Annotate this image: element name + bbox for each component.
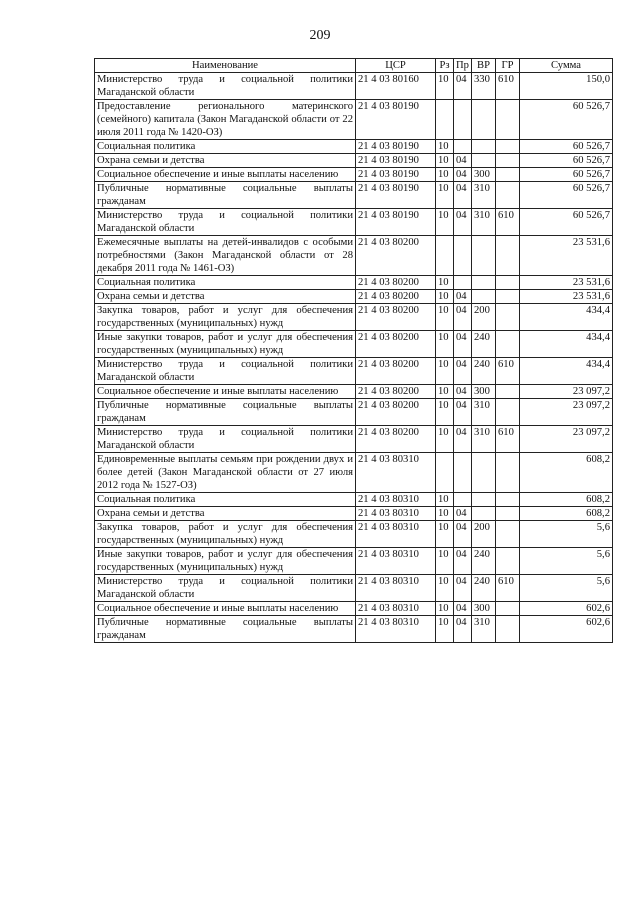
- cell-sum: 608,2: [520, 453, 613, 493]
- cell-sum: 60 526,7: [520, 154, 613, 168]
- header-sum: Сумма: [520, 59, 613, 73]
- cell-pr: 04: [454, 168, 472, 182]
- cell-pr: 04: [454, 358, 472, 385]
- table-row: [95, 154, 613, 168]
- cell-rz: 10: [436, 331, 454, 358]
- cell-pr: 04: [454, 602, 472, 616]
- cell-rz: 10: [436, 602, 454, 616]
- cell-csr: 21 4 03 80190: [356, 209, 436, 236]
- cell-gr: [496, 385, 520, 399]
- cell-csr: 21 4 03 80200: [356, 399, 436, 426]
- cell-pr: 04: [454, 616, 472, 643]
- table-row: [95, 385, 613, 399]
- cell-rz: 10: [436, 140, 454, 154]
- cell-gr: 610: [496, 575, 520, 602]
- cell-pr: 04: [454, 385, 472, 399]
- cell-csr: 21 4 03 80160: [356, 73, 436, 100]
- table-row: [95, 399, 613, 426]
- cell-vr: 240: [472, 358, 496, 385]
- cell-sum: 60 526,7: [520, 209, 613, 236]
- cell-rz: 10: [436, 493, 454, 507]
- cell-vr: [472, 290, 496, 304]
- cell-pr: 04: [454, 521, 472, 548]
- cell-name: Социальное обеспечение и иные выплаты населению: [95, 168, 356, 182]
- cell-name: Социальная политика: [95, 493, 356, 507]
- table-row: [95, 453, 613, 493]
- cell-sum: 23 097,2: [520, 399, 613, 426]
- cell-pr: [454, 453, 472, 493]
- cell-csr: 21 4 03 80310: [356, 453, 436, 493]
- header-gr: ГР: [496, 59, 520, 73]
- cell-name: Социальная политика: [95, 140, 356, 154]
- cell-pr: 04: [454, 548, 472, 575]
- header-name: Наименование: [95, 59, 356, 73]
- table-header-row: [95, 59, 613, 73]
- cell-gr: [496, 616, 520, 643]
- cell-gr: 610: [496, 209, 520, 236]
- table-row: [95, 168, 613, 182]
- cell-sum: 602,6: [520, 602, 613, 616]
- cell-vr: [472, 453, 496, 493]
- cell-vr: 330: [472, 73, 496, 100]
- table-row: [95, 276, 613, 290]
- cell-name: Публичные нормативные социальные выплаты гражданам: [95, 182, 356, 209]
- table-body: [95, 73, 613, 643]
- cell-sum: 608,2: [520, 493, 613, 507]
- table-row: [95, 140, 613, 154]
- cell-gr: [496, 182, 520, 209]
- cell-name: Закупка товаров, работ и услуг для обеспечения государственных (муниципальных) нужд: [95, 521, 356, 548]
- cell-csr: 21 4 03 80190: [356, 140, 436, 154]
- cell-vr: [472, 100, 496, 140]
- cell-rz: [436, 100, 454, 140]
- cell-csr: 21 4 03 80190: [356, 154, 436, 168]
- cell-pr: 04: [454, 399, 472, 426]
- cell-gr: [496, 236, 520, 276]
- cell-pr: [454, 100, 472, 140]
- cell-name: Охрана семьи и детства: [95, 154, 356, 168]
- header-csr: ЦСР: [356, 59, 436, 73]
- cell-sum: 23 097,2: [520, 385, 613, 399]
- cell-name: Ежемесячные выплаты на детей-инвалидов с особыми потребностями (Закон Магаданской области от 28 декабря 2011 года № 1461-ОЗ): [95, 236, 356, 276]
- table-row: [95, 100, 613, 140]
- cell-vr: 240: [472, 331, 496, 358]
- table-row: [95, 426, 613, 453]
- cell-rz: 10: [436, 399, 454, 426]
- cell-sum: 60 526,7: [520, 168, 613, 182]
- cell-name: Иные закупки товаров, работ и услуг для обеспечения государственных (муниципальных) нужд: [95, 331, 356, 358]
- cell-rz: 10: [436, 276, 454, 290]
- cell-vr: 240: [472, 575, 496, 602]
- cell-gr: [496, 399, 520, 426]
- cell-csr: 21 4 03 80200: [356, 358, 436, 385]
- cell-vr: 200: [472, 304, 496, 331]
- cell-csr: 21 4 03 80190: [356, 182, 436, 209]
- table-row: [95, 575, 613, 602]
- cell-csr: 21 4 03 80200: [356, 290, 436, 304]
- cell-vr: [472, 493, 496, 507]
- cell-vr: [472, 507, 496, 521]
- table-row: [95, 209, 613, 236]
- cell-sum: 23 531,6: [520, 236, 613, 276]
- table-row: [95, 358, 613, 385]
- header-rz: Рз: [436, 59, 454, 73]
- cell-csr: 21 4 03 80310: [356, 616, 436, 643]
- cell-sum: 5,6: [520, 548, 613, 575]
- cell-rz: 10: [436, 182, 454, 209]
- cell-csr: 21 4 03 80200: [356, 331, 436, 358]
- cell-name: Социальное обеспечение и иные выплаты населению: [95, 385, 356, 399]
- cell-gr: [496, 602, 520, 616]
- cell-gr: [496, 290, 520, 304]
- cell-vr: [472, 154, 496, 168]
- cell-rz: [436, 453, 454, 493]
- cell-rz: 10: [436, 154, 454, 168]
- cell-csr: 21 4 03 80310: [356, 575, 436, 602]
- cell-sum: 150,0: [520, 73, 613, 100]
- cell-gr: [496, 168, 520, 182]
- cell-name: Закупка товаров, работ и услуг для обеспечения государственных (муниципальных) нужд: [95, 304, 356, 331]
- cell-vr: 310: [472, 426, 496, 453]
- cell-gr: [496, 507, 520, 521]
- cell-sum: 434,4: [520, 304, 613, 331]
- cell-csr: 21 4 03 80190: [356, 168, 436, 182]
- table-row: [95, 493, 613, 507]
- cell-sum: 434,4: [520, 331, 613, 358]
- table-row: [95, 331, 613, 358]
- cell-rz: 10: [436, 304, 454, 331]
- cell-gr: [496, 276, 520, 290]
- cell-name: Министерство труда и социальной политики Магаданской области: [95, 209, 356, 236]
- cell-csr: 21 4 03 80310: [356, 521, 436, 548]
- cell-sum: 60 526,7: [520, 140, 613, 154]
- cell-vr: 300: [472, 168, 496, 182]
- cell-gr: [496, 453, 520, 493]
- cell-pr: [454, 493, 472, 507]
- cell-name: Охрана семьи и детства: [95, 507, 356, 521]
- cell-csr: 21 4 03 80200: [356, 426, 436, 453]
- cell-csr: 21 4 03 80200: [356, 385, 436, 399]
- table-row: [95, 616, 613, 643]
- cell-pr: 04: [454, 575, 472, 602]
- cell-name: Публичные нормативные социальные выплаты гражданам: [95, 399, 356, 426]
- cell-gr: [496, 154, 520, 168]
- cell-sum: 602,6: [520, 616, 613, 643]
- cell-sum: 608,2: [520, 507, 613, 521]
- cell-vr: 200: [472, 521, 496, 548]
- cell-rz: [436, 236, 454, 276]
- cell-gr: [496, 304, 520, 331]
- cell-gr: [496, 548, 520, 575]
- cell-pr: [454, 236, 472, 276]
- cell-vr: 300: [472, 385, 496, 399]
- cell-sum: 23 531,6: [520, 290, 613, 304]
- cell-vr: [472, 140, 496, 154]
- cell-rz: 10: [436, 358, 454, 385]
- cell-name: Публичные нормативные социальные выплаты гражданам: [95, 616, 356, 643]
- cell-csr: 21 4 03 80200: [356, 276, 436, 290]
- cell-vr: 310: [472, 399, 496, 426]
- cell-rz: 10: [436, 575, 454, 602]
- cell-gr: 610: [496, 426, 520, 453]
- header-pr: Пр: [454, 59, 472, 73]
- table-row: [95, 290, 613, 304]
- cell-rz: 10: [436, 168, 454, 182]
- cell-csr: 21 4 03 80310: [356, 602, 436, 616]
- cell-rz: 10: [436, 385, 454, 399]
- cell-name: Иные закупки товаров, работ и услуг для обеспечения государственных (муниципальных) нужд: [95, 548, 356, 575]
- cell-sum: 434,4: [520, 358, 613, 385]
- cell-csr: 21 4 03 80310: [356, 507, 436, 521]
- cell-rz: 10: [436, 507, 454, 521]
- cell-pr: 04: [454, 182, 472, 209]
- cell-sum: 60 526,7: [520, 100, 613, 140]
- cell-pr: 04: [454, 331, 472, 358]
- cell-name: Министерство труда и социальной политики Магаданской области: [95, 358, 356, 385]
- table-row: [95, 236, 613, 276]
- table-row: [95, 548, 613, 575]
- cell-name: Социальное обеспечение и иные выплаты населению: [95, 602, 356, 616]
- cell-gr: 610: [496, 73, 520, 100]
- cell-pr: 04: [454, 507, 472, 521]
- cell-name: Министерство труда и социальной политики Магаданской области: [95, 73, 356, 100]
- cell-vr: 310: [472, 616, 496, 643]
- cell-rz: 10: [436, 209, 454, 236]
- cell-vr: 300: [472, 602, 496, 616]
- cell-name: Охрана семьи и детства: [95, 290, 356, 304]
- cell-pr: [454, 276, 472, 290]
- cell-name: Предоставление регионального материнского (семейного) капитала (Закон Магаданской области от 22 июля 2011 года № 1420-ОЗ): [95, 100, 356, 140]
- table-row: [95, 304, 613, 331]
- table-row: [95, 521, 613, 548]
- cell-gr: [496, 493, 520, 507]
- cell-csr: 21 4 03 80310: [356, 493, 436, 507]
- cell-pr: 04: [454, 290, 472, 304]
- cell-sum: 5,6: [520, 575, 613, 602]
- cell-rz: 10: [436, 521, 454, 548]
- cell-name: Социальная политика: [95, 276, 356, 290]
- cell-vr: 310: [472, 209, 496, 236]
- cell-rz: 10: [436, 290, 454, 304]
- cell-csr: 21 4 03 80200: [356, 304, 436, 331]
- table-row: [95, 182, 613, 209]
- cell-pr: 04: [454, 426, 472, 453]
- cell-gr: [496, 331, 520, 358]
- cell-name: Министерство труда и социальной политики Магаданской области: [95, 575, 356, 602]
- cell-name: Министерство труда и социальной политики Магаданской области: [95, 426, 356, 453]
- table-row: [95, 602, 613, 616]
- cell-sum: 23 531,6: [520, 276, 613, 290]
- cell-vr: 240: [472, 548, 496, 575]
- cell-rz: 10: [436, 616, 454, 643]
- cell-csr: 21 4 03 80190: [356, 100, 436, 140]
- cell-gr: [496, 100, 520, 140]
- cell-pr: 04: [454, 209, 472, 236]
- header-vr: ВР: [472, 59, 496, 73]
- table-row: [95, 73, 613, 100]
- cell-gr: 610: [496, 358, 520, 385]
- budget-table: [94, 58, 613, 643]
- cell-csr: 21 4 03 80200: [356, 236, 436, 276]
- cell-pr: 04: [454, 304, 472, 331]
- cell-rz: 10: [436, 73, 454, 100]
- cell-vr: [472, 276, 496, 290]
- cell-gr: [496, 521, 520, 548]
- cell-rz: 10: [436, 426, 454, 453]
- cell-pr: [454, 140, 472, 154]
- cell-csr: 21 4 03 80310: [356, 548, 436, 575]
- cell-vr: [472, 236, 496, 276]
- cell-pr: 04: [454, 154, 472, 168]
- cell-vr: 310: [472, 182, 496, 209]
- cell-sum: 5,6: [520, 521, 613, 548]
- cell-pr: 04: [454, 73, 472, 100]
- cell-rz: 10: [436, 548, 454, 575]
- cell-sum: 60 526,7: [520, 182, 613, 209]
- cell-gr: [496, 140, 520, 154]
- page-number: 209: [309, 28, 331, 43]
- cell-name: Единовременные выплаты семьям при рождении двух и более детей (Закон Магаданской области от 27 июля 2012 года № 1527-ОЗ): [95, 453, 356, 493]
- cell-sum: 23 097,2: [520, 426, 613, 453]
- table-row: [95, 507, 613, 521]
